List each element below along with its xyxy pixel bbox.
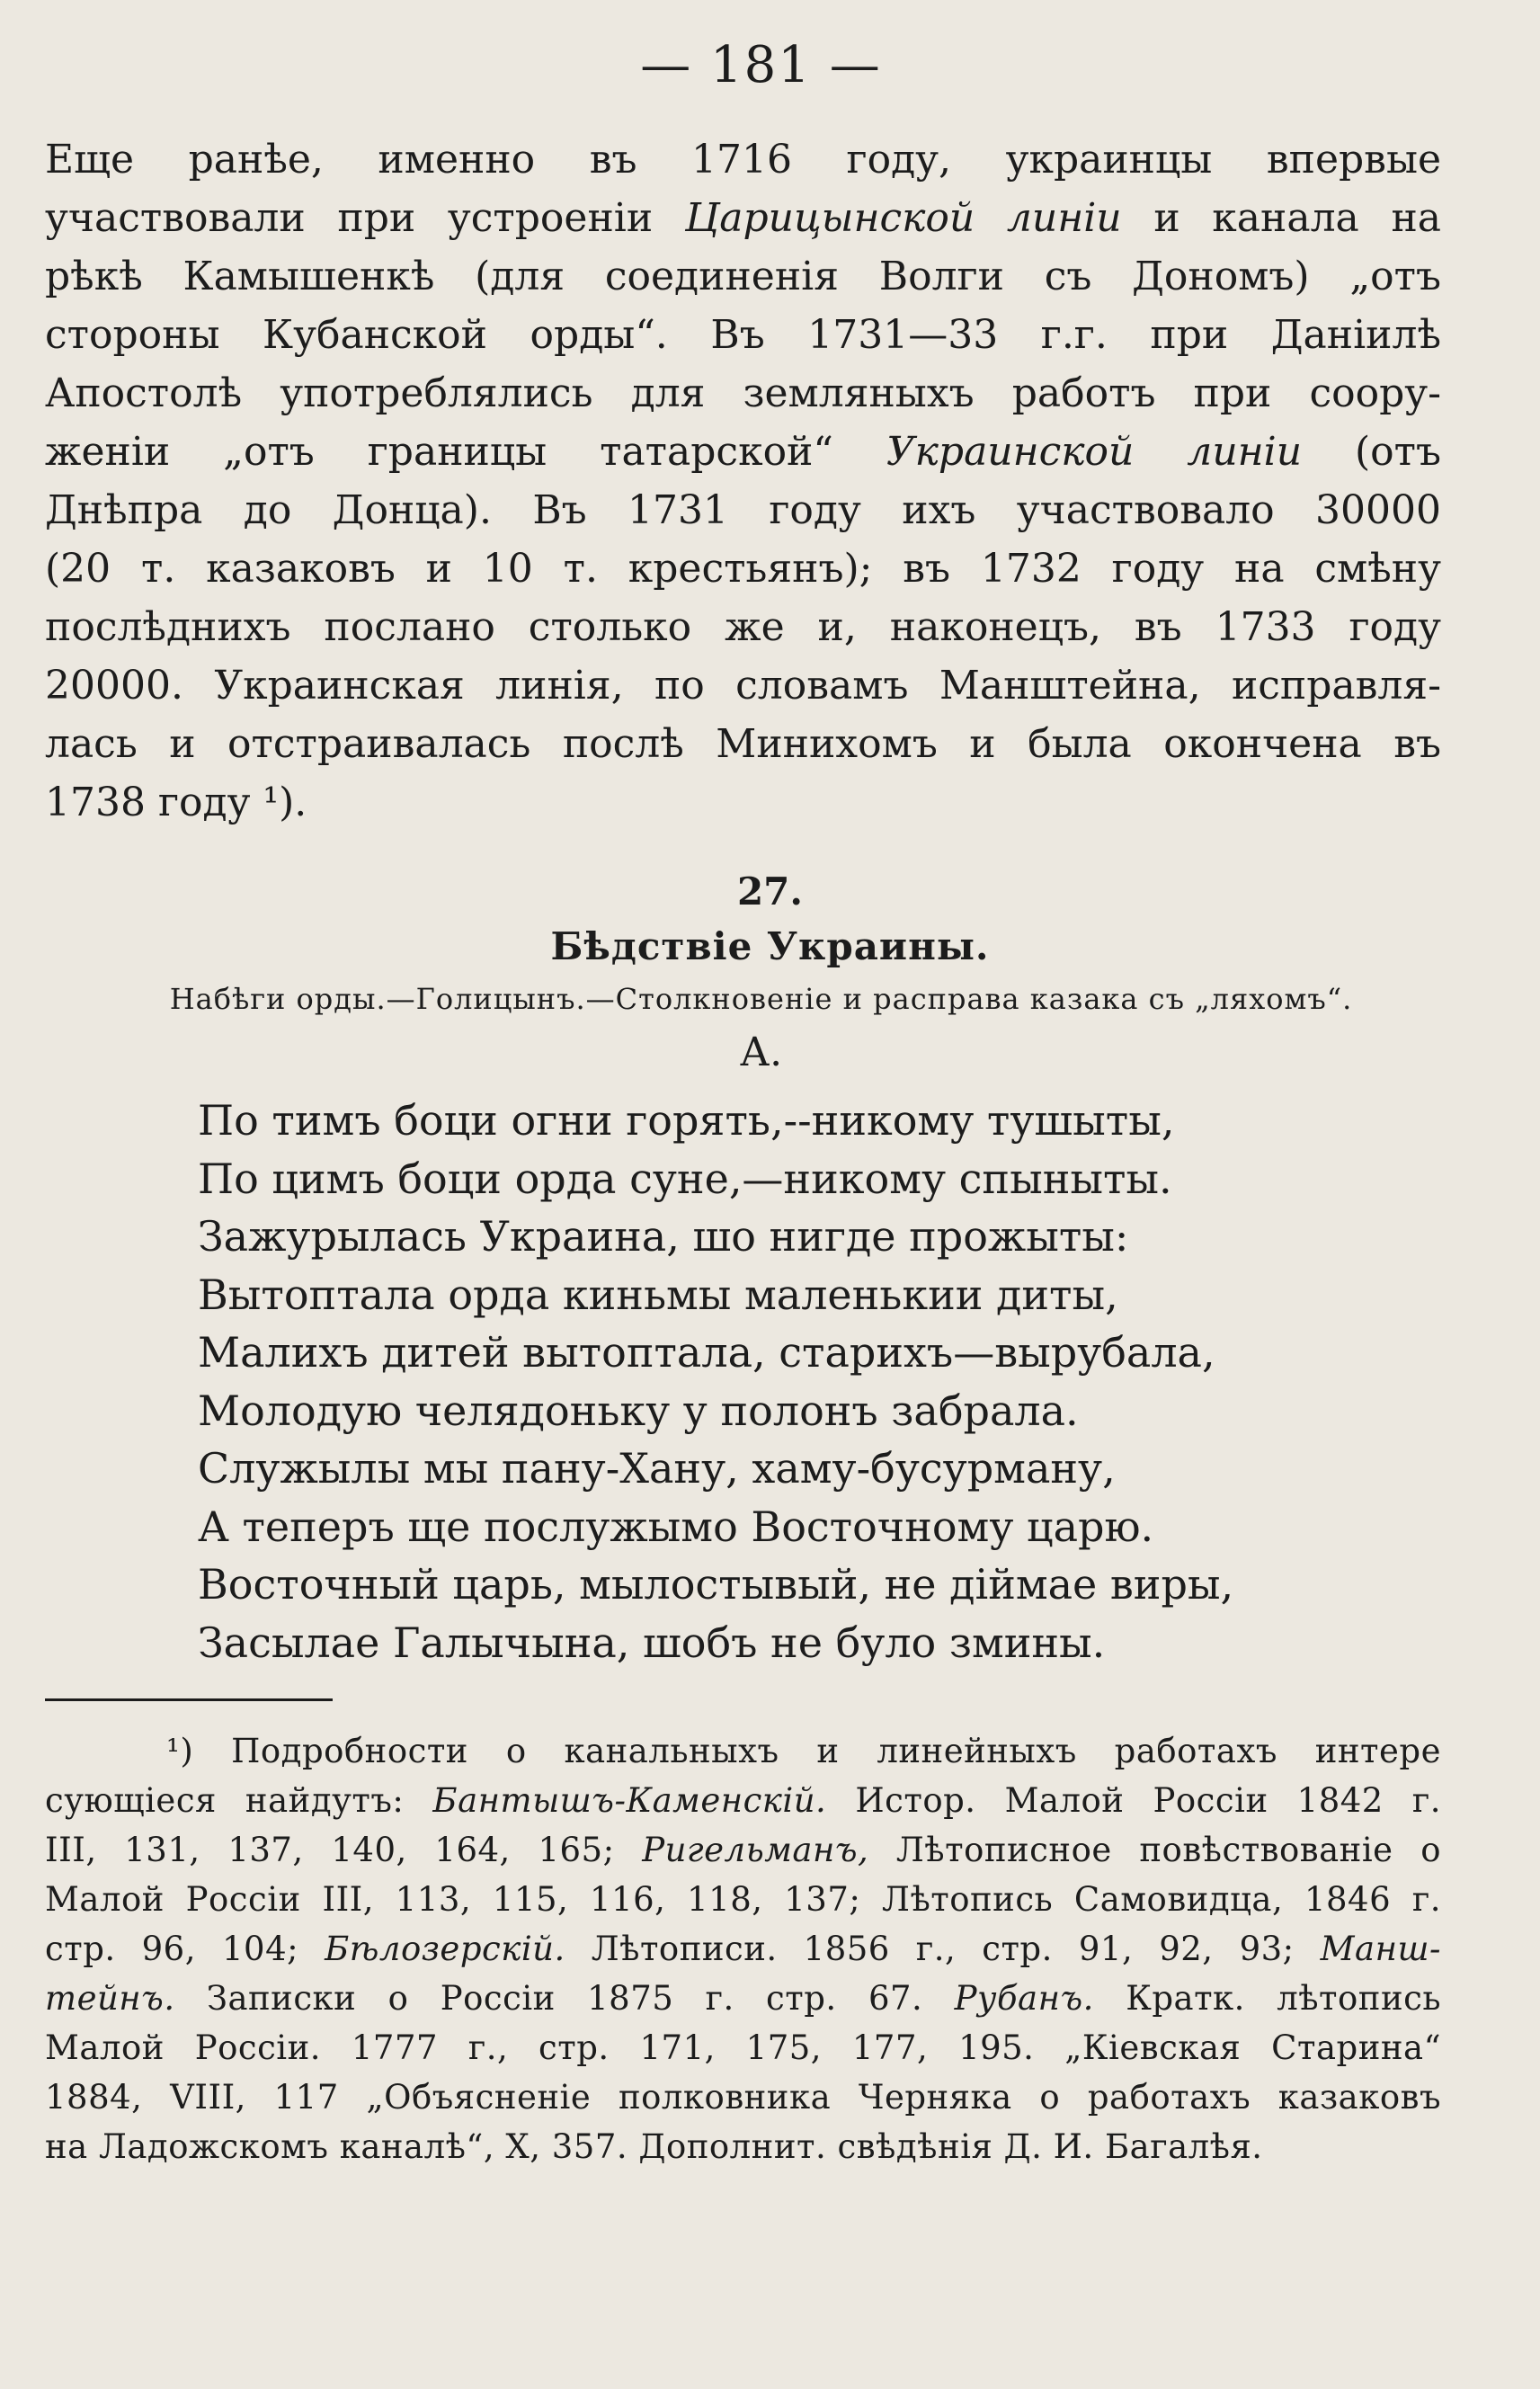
intro-line: участвовали при устроеніи Царицынской линіи и канала на [45, 195, 1442, 241]
intro-line: рѣкѣ Камышенкѣ (для соединенія Волги съ Дономъ) „отъ [45, 254, 1441, 299]
footnote-italic: Ригельманъ, [642, 1831, 869, 1869]
poem-verse: По цимъ боци орда суне,—никому спыныты. [198, 1154, 1172, 1203]
poem-verse: Молодую челядоньку у полонъ забрала. [198, 1386, 1079, 1435]
poem-verse: По тимъ боци огни горять,--никому тушыты, [198, 1096, 1175, 1145]
footnote-line: сующіеся найдутъ: Бантышъ-Каменскій. Истор. Малой Россіи 1842 г. [45, 1781, 1442, 1820]
intro-line: Апостолѣ употреблялись для земляныхъ работъ при соору- [45, 370, 1441, 416]
intro-italic: Украинской линіи [886, 429, 1303, 475]
intro-line: 20000. Украинская линія, по словамъ Манштейна, исправля- [45, 663, 1441, 709]
footnote-line: тейнъ. Записки о Россіи 1875 г. стр. 67. Рубанъ. Кратк. лѣтопись [45, 1979, 1441, 2018]
footnote-line: Малой Россіи. 1777 г., стр. 171, 175, 177, 195. „Кіевская Старина“ [45, 2028, 1441, 2067]
intro-line: (20 т. казаковъ и 10 т. крестьянъ); въ 1732 году на смѣну [45, 546, 1441, 592]
section-title: Бѣдствіе Украины. [550, 924, 990, 968]
intro-italic: Царицынской линіи [684, 195, 1122, 241]
section-subtitle: Набѣги орды.—Голицынъ.—Столкновеніе и расправа казака съ „ляхомъ“. [169, 982, 1353, 1016]
poem-verse: Вытоптала орда киньмы маленькии диты, [198, 1270, 1118, 1319]
intro-line: стороны Кубанской орды“. Въ 1731—33 г.г. при Даніилѣ [45, 312, 1441, 358]
footnote-italic: Бантышъ-Каменскій. [432, 1781, 827, 1820]
intro-line: женіи „отъ границы татарской“ Украинской линіи (отъ [45, 429, 1441, 475]
poem-verse: Засылае Галычына, шобъ не було змины. [198, 1618, 1106, 1667]
footnote-italic: Манш- [1320, 1930, 1441, 1968]
poem-verse: Малихъ дитей вытоптала, старихъ—вырубала, [198, 1328, 1215, 1377]
intro-line: послѣднихъ послано столько же и, наконецъ, въ 1733 году [45, 604, 1441, 650]
poem [198, 1092, 1441, 1671]
footnote-line: Малой Россіи III, 113, 115, 116, 118, 137; Лѣтопись Самовидца, 1846 г. [45, 1880, 1441, 1919]
footnote-line: на Ладожскомъ каналѣ“, X, 357. Дополнит. свѣдѣнія Д. И. Багалѣя. [45, 2127, 1263, 2166]
footnote-line: 1884, VIII, 117 „Объясненіе полковника Черняка о работахъ казаковъ [45, 2078, 1441, 2117]
footnote-line: ¹) Подробности о канальныхъ и линейныхъ работахъ интере [166, 1732, 1441, 1770]
poem-verse: Зажурылась Украина, шо нигде прожыты: [198, 1212, 1129, 1261]
footnote-line: стр. 96, 104; Бѣлозерскій. Лѣтописи. 1856 г., стр. 91, 92, 93; Манш- [45, 1930, 1441, 1968]
poem-verse: Восточный царь, мылостывый, не діймае виры, [198, 1560, 1234, 1609]
variant-letter: А. [739, 1030, 783, 1075]
poem-verse: А теперъ ще послужымо Восточному царю. [198, 1502, 1154, 1551]
section-number: 27. [736, 869, 804, 914]
intro-paragraph [45, 130, 1441, 832]
footnote-line: III, 131, 137, 140, 164, 165; Ригельманъ, Лѣтописное повѣствованіе о [45, 1831, 1441, 1869]
footnote-italic: тейнъ. [45, 1979, 175, 2018]
footnote-italic: Рубанъ. [954, 1979, 1094, 2018]
footnote-divider [45, 1698, 333, 1701]
intro-line: Еще ранѣе, именно въ 1716 году, украинцы впервые [45, 137, 1441, 183]
intro-line: лась и отстраивалась послѣ Минихомъ и была окончена въ [45, 721, 1441, 767]
poem-verse: Служылы мы пану-Хану, хаму-бусурману, [198, 1444, 1116, 1493]
footnote [45, 1726, 1441, 2171]
intro-line: 1738 году ¹). [45, 780, 307, 825]
page-number: — 181 — [640, 36, 882, 94]
footnote-italic: Бѣлозерскій. [325, 1930, 565, 1968]
intro-line: Днѣпра до Донца). Въ 1731 году ихъ участвовало 30000 [45, 487, 1441, 533]
